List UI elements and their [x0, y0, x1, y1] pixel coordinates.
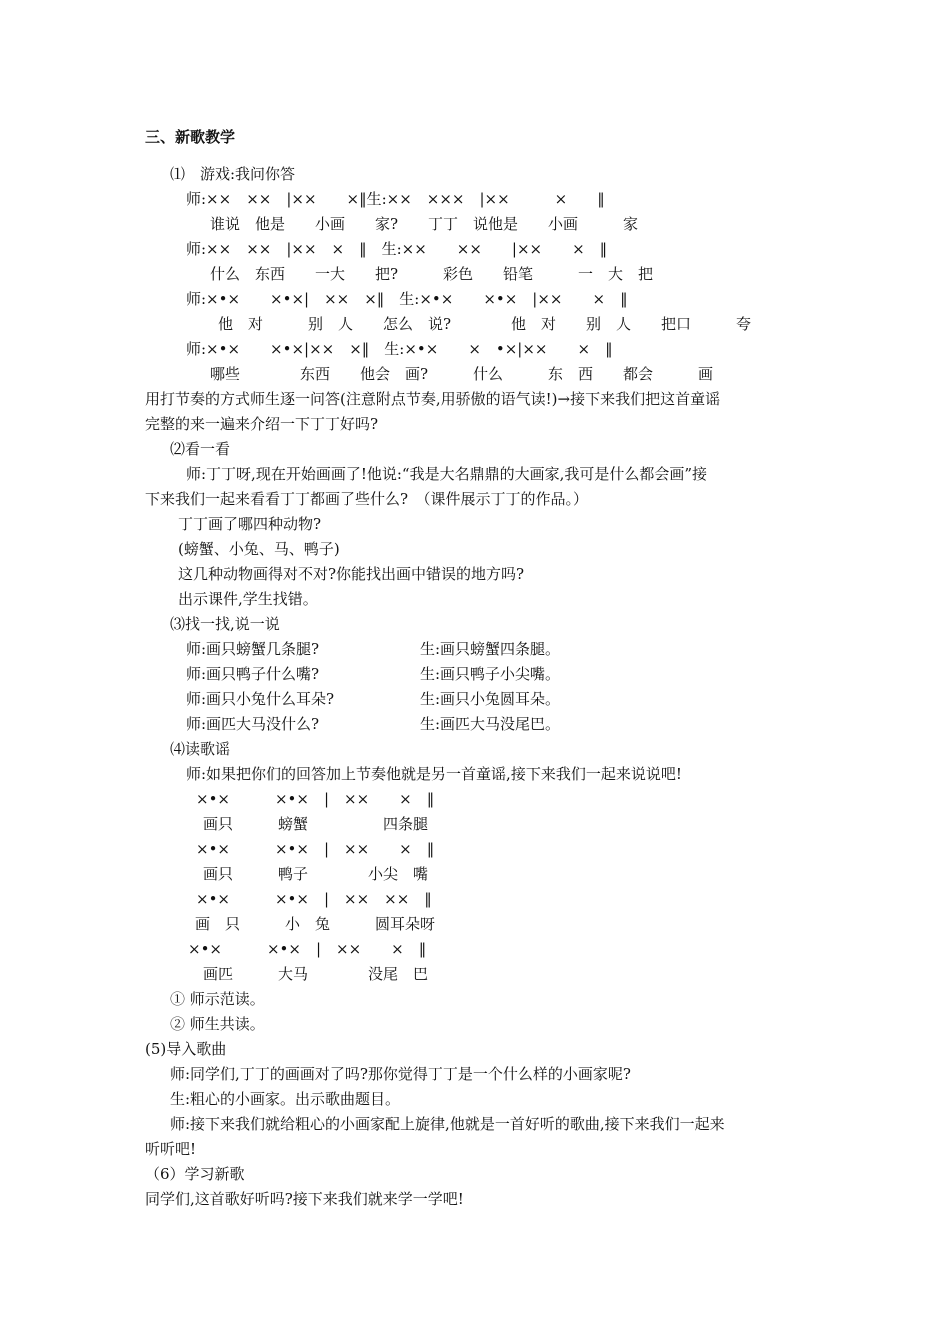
paragraph-line: 师:接下来我们就给粗心的小画家配上旋律,他就是一首好听的歌曲,接下来我们一起来 [170, 1115, 725, 1133]
paragraph-line: 丁丁画了哪四种动物? [178, 515, 322, 533]
section-title: 三、新歌教学 [145, 128, 236, 146]
paragraph-line: 同学们,这首歌好听吗?接下来我们就来学一学吧! [145, 1190, 464, 1208]
teacher-question: 师:画只鸭子什么嘴? [186, 665, 320, 683]
lyric-line: 哪些 东西 他会 画? 什么 东 西 都会 画 [210, 365, 714, 383]
paragraph-line: 下来我们一起来看看丁丁都画了些什么? （课件展示丁丁的作品。） [145, 490, 589, 508]
student-answer: 生:画匹大马没尾巴。 [420, 715, 561, 733]
paragraph-line: (螃蟹、小兔、马、鸭子) [178, 540, 340, 558]
lyric-line: 画 只 小 兔 圆耳朵呀 [195, 915, 436, 933]
student-answer: 生:画只小兔圆耳朵。 [420, 690, 561, 708]
paragraph-line: 生:粗心的小画家。出示歌曲题目。 [170, 1090, 401, 1108]
lyric-line: 画只 鸭子 小尖 嘴 [203, 865, 429, 883]
rhythm-line: 师:×•× ×•×|×× ×‖ 生:×•× × •×|×× × ‖ [186, 340, 613, 358]
rhythm-line: ×•× ×•× | ×× × ‖ [196, 790, 435, 808]
paragraph-line: 听听吧! [145, 1140, 197, 1158]
part5-title: (5)导入歌曲 [145, 1040, 227, 1058]
teacher-question: 师:画只螃蟹几条腿? [186, 640, 320, 658]
teacher-question: 师:画只小兔什么耳朵? [186, 690, 335, 708]
rhythm-line: ×•× ×•× | ×× × ‖ [188, 940, 427, 958]
part4-title: ⑷读歌谣 [170, 740, 231, 758]
rhythm-line: 师:×× ×× |×× × ‖ 生:×× ×× |×× × ‖ [186, 240, 608, 258]
paragraph-line: 师:丁丁呀,现在开始画画了!他说:“我是大名鼎鼎的大画家,我可是什么都会画”接 [186, 465, 708, 483]
rhythm-line: ×•× ×•× | ×× × ‖ [196, 840, 435, 858]
step-item: ② 师生共读。 [170, 1015, 265, 1033]
paragraph-line: 师:如果把你们的回答加上节奏他就是另一首童谣,接下来我们一起来说说吧! [186, 765, 682, 783]
paragraph-line: 完整的来一遍来介绍一下丁丁好吗? [145, 415, 379, 433]
paragraph-line: 师:同学们,丁丁的画画对了吗?那你觉得丁丁是一个什么样的小画家呢? [170, 1065, 631, 1083]
part6-title: （6）学习新歌 [145, 1165, 245, 1183]
step-item: ① 师示范读。 [170, 990, 265, 1008]
lyric-line: 什么 东西 一大 把? 彩色 铅笔 一 大 把 [210, 265, 654, 283]
rhythm-line: 师:×•× ×•×| ×× ×‖ 生:×•× ×•× |×× × ‖ [186, 290, 628, 308]
student-answer: 生:画只螃蟹四条腿。 [420, 640, 561, 658]
lyric-line: 画匹 大马 没尾 巴 [203, 965, 429, 983]
rhythm-line: 师:×× ×× |×× ×‖生:×× ××× |×× × ‖ [186, 190, 605, 208]
lyric-line: 画只 螃蟹 四条腿 [203, 815, 429, 833]
rhythm-line: ×•× ×•× | ×× ×× ‖ [196, 890, 432, 908]
teacher-question: 师:画匹大马没什么? [186, 715, 320, 733]
student-answer: 生:画只鸭子小尖嘴。 [420, 665, 561, 683]
paragraph-line: 用打节奏的方式师生逐一问答(注意附点节奏,用骄傲的语气读!)→接下来我们把这首童谣 [145, 390, 721, 408]
part2-title: ⑵看一看 [170, 440, 231, 458]
lyric-line: 谁说 他是 小画 家? 丁丁 说他是 小画 家 [210, 215, 639, 233]
paragraph-line: 这几种动物画得对不对?你能找出画中错误的地方吗? [178, 565, 525, 583]
lyric-line: 他 对 别 人 怎么 说? 他 对 别 人 把口 夸 [218, 315, 752, 333]
part1-title: ⑴ 游戏:我问你答 [170, 165, 296, 183]
part3-title: ⑶找一找,说一说 [170, 615, 280, 633]
paragraph-line: 出示课件,学生找错。 [178, 590, 318, 608]
